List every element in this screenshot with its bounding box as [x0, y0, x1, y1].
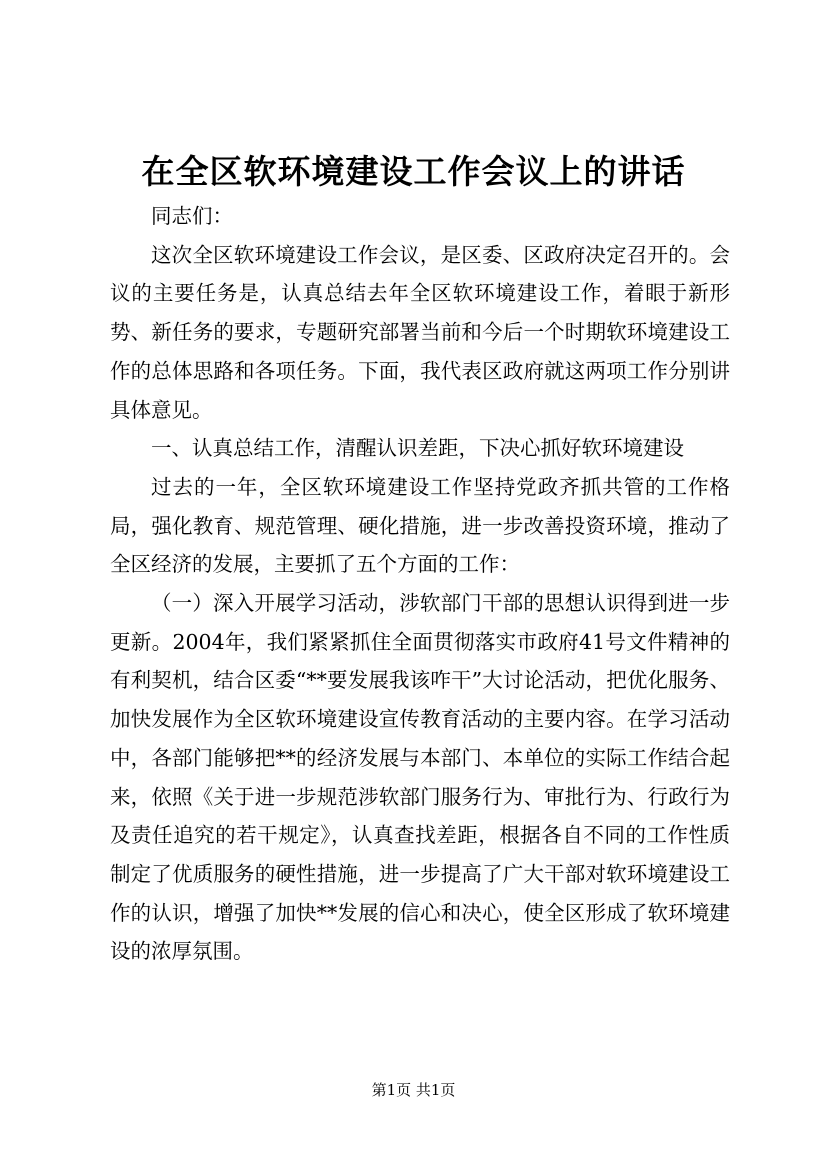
section-heading-1: 一、认真总结工作，清醒认识差距，下决心抓好软环境建设 — [151, 436, 684, 461]
paragraph-review: 过去的一年，全区软环境建设工作坚持党政齐抓共管的工作格局，强化教育、规范管理、硬化措施，进一步改善投资环境，推动了全区经济的发展，主要抓了五个方面的工作： — [110, 474, 730, 577]
paragraph-item-1: （一）深入开展学习活动，涉软部门干部的思想认识得到进一步更新。2004年，我们紧紧抓住全面贯彻落实市政府41号文件精神的有利契机，结合区委“**要发展我该咋干”大讨论活动，把优化服务、加快发展作为全区软环境建设宣传教育活动的主要内容。在学习活动中，各部门能够把**的经济发展与本部门、本单位的实际工作结合起来，依照《关于进一步规范涉软部门服务行为、审批行为、行政行为及责任追究的若干规定》，认真查找差距，根据各自不同的工作性质制定了优质服务的硬性措施，进一步提高了广大干部对软环境建设工作的认识，增强了加快**发展的信心和决心，使全区形成了软环境建设的浓厚氛围。 — [110, 591, 730, 964]
paragraph-intro: 这次全区软环境建设工作会议，是区委、区政府决定召开的。会议的主要任务是，认真总结去年全区软环境建设工作，着眼于新形势、新任务的要求，专题研究部署当前和今后一个时期软环境建设工作的总体思路和各项任务。下面，我代表区政府就这两项工作分别讲具体意见。 — [110, 242, 730, 422]
document-body — [110, 197, 730, 971]
salutation: 同志们： — [151, 204, 233, 228]
page-footer: 第1页 共1页 — [371, 1081, 456, 1099]
document-title: 在全区软环境建设工作会议上的讲话 — [141, 152, 686, 191]
